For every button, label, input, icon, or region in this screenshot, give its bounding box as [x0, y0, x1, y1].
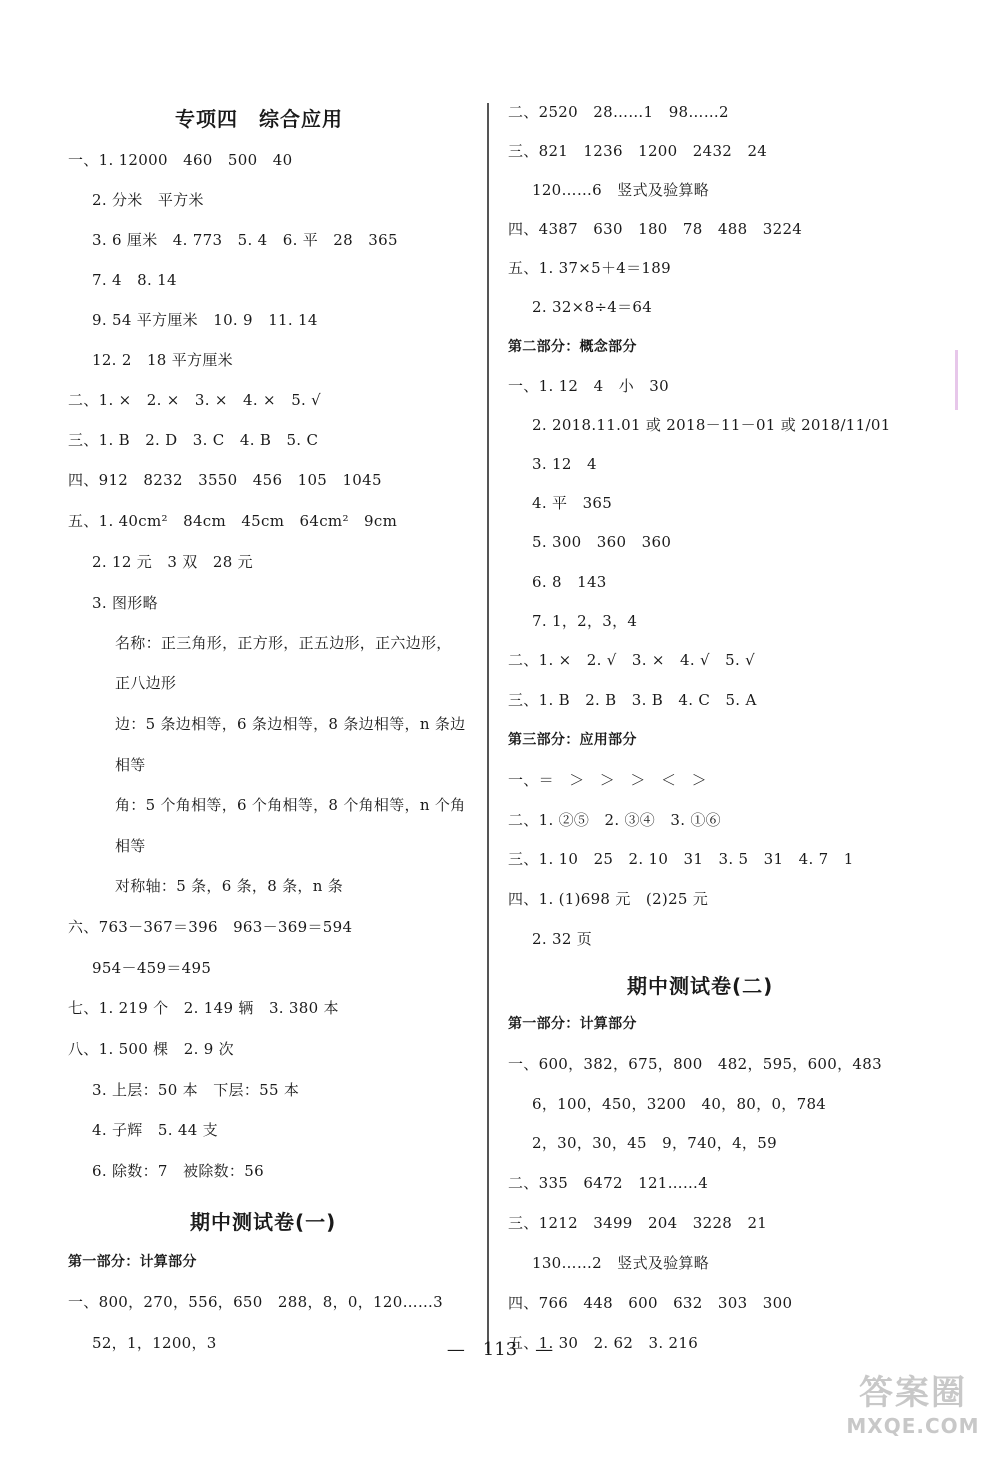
answer-line: 7. 1，2，3，4 — [532, 612, 638, 630]
section-heading-midterm-2: 期中测试卷(二) — [627, 974, 774, 998]
answer-line: 角：5 个角相等，6 个角相等，8 个角相等，n 个角 — [115, 796, 466, 814]
answer-line: 四、766 448 600 632 303 300 — [508, 1294, 793, 1312]
answer-line: 八、1. 500 棵 2. 9 次 — [68, 1040, 234, 1058]
answer-line: 五、1. 37×5＋4＝189 — [508, 259, 671, 277]
answer-line: 2. 2018.11.01 或 2018－11－01 或 2018/11/01 — [532, 416, 891, 434]
answer-line: 六、763－367＝396 963－369＝594 — [68, 918, 353, 936]
column-divider — [487, 103, 489, 1353]
page-number: — 113 — — [446, 1339, 554, 1360]
site-watermark — [838, 1365, 988, 1455]
answer-line: 一、600，382，675，800 482，595，600，483 — [508, 1055, 882, 1073]
answer-line: 2. 12 元 3 双 28 元 — [92, 553, 253, 571]
answer-line: 一、800，270，556，650 288，8，0，120……3 — [68, 1293, 444, 1311]
answer-line: 130……2 竖式及验算略 — [532, 1254, 710, 1272]
answer-line: 二、1. ②⑤ 2. ③④ 3. ①⑥ — [508, 811, 721, 829]
watermark-url: MXQE.COM — [846, 1414, 980, 1438]
answer-line: 五、1. 30 2. 62 3. 216 — [508, 1334, 699, 1352]
answer-line: 12. 2 18 平方厘米 — [92, 351, 233, 369]
answer-line: 9. 54 平方厘米 10. 9 11. 14 — [92, 311, 318, 329]
part-label: 第一部分：计算部分 — [508, 1016, 637, 1032]
answer-line: 相等 — [115, 837, 146, 855]
answer-line: 2，30，30，45 9，740，4，59 — [532, 1134, 777, 1152]
answer-line: 五、1. 40cm² 84cm 45cm 64cm² 9cm — [68, 512, 398, 530]
section-heading-zhuanxiang4: 专项四 综合应用 — [175, 107, 343, 131]
answer-line: 三、1. 10 25 2. 10 31 3. 5 31 4. 7 1 — [508, 850, 854, 868]
watermark-logo-text: 答案圈 — [859, 1373, 967, 1413]
answer-line: 4. 平 365 — [532, 494, 613, 512]
answer-line: 2. 32 页 — [532, 930, 593, 948]
answer-line: 边：5 条边相等，6 条边相等，8 条边相等，n 条边 — [115, 715, 466, 733]
answer-line: 三、1. B 2. D 3. C 4. B 5. C — [68, 431, 319, 449]
answer-line: 一、1. 12000 460 500 40 — [68, 151, 293, 169]
answer-line: 三、1. B 2. B 3. B 4. C 5. A — [508, 691, 757, 709]
answer-line: 7. 4 8. 14 — [92, 271, 177, 289]
answer-line: 6. 8 143 — [532, 573, 607, 591]
answer-line: 七、1. 219 个 2. 149 辆 3. 380 本 — [68, 999, 339, 1017]
answer-line: 正八边形 — [115, 674, 177, 692]
answer-line: 对称轴：5 条，6 条，8 条，n 条 — [115, 877, 344, 895]
section-heading-midterm-1: 期中测试卷(一) — [190, 1210, 337, 1234]
answer-line: 954－459＝495 — [92, 959, 212, 977]
part-label: 第一部分：计算部分 — [68, 1254, 197, 1270]
answer-line: 四、1. (1)698 元 (2)25 元 — [508, 890, 709, 908]
answer-line: 二、1. × 2. √ 3. × 4. √ 5. √ — [508, 651, 756, 669]
answer-line: 3. 12 4 — [532, 455, 597, 473]
answer-line: 四、912 8232 3550 456 105 1045 — [68, 471, 382, 489]
answer-line: 二、335 6472 121……4 — [508, 1174, 709, 1192]
answer-line: 2. 32×8÷4＝64 — [532, 298, 653, 316]
answer-line: 3. 上层：50 本 下层：55 本 — [92, 1081, 300, 1099]
answer-line: 52，1，1200，3 — [92, 1334, 217, 1352]
answer-line: 4. 子辉 5. 44 支 — [92, 1121, 218, 1139]
answer-line: 三、1212 3499 204 3228 21 — [508, 1214, 768, 1232]
answer-line: 6. 除数：7 被除数：56 — [92, 1162, 264, 1180]
answer-line: 四、4387 630 180 78 488 3224 — [508, 220, 803, 238]
answer-line: 120……6 竖式及验算略 — [532, 181, 710, 199]
answer-line: 三、821 1236 1200 2432 24 — [508, 142, 768, 160]
answer-line: 名称：正三角形，正方形，正五边形，正六边形， — [115, 634, 452, 652]
part-label: 第二部分：概念部分 — [508, 339, 637, 355]
answer-line: 一、＝ ＞ ＞ ＞ ＜ ＞ — [508, 771, 707, 789]
answer-line: 2. 分米 平方米 — [92, 191, 204, 209]
answer-line: 6，100，450，3200 40，80，0，784 — [532, 1095, 827, 1113]
part-label: 第三部分：应用部分 — [508, 732, 637, 748]
answer-line: 一、1. 12 4 小 30 — [508, 377, 669, 395]
answer-line: 二、1. × 2. × 3. × 4. × 5. √ — [68, 391, 322, 409]
answer-line: 5. 300 360 360 — [532, 533, 672, 551]
answer-line: 3. 图形略 — [92, 594, 158, 612]
highlight-mark — [955, 350, 958, 410]
answer-line: 相等 — [115, 756, 146, 774]
answer-line: 二、2520 28……1 98……2 — [508, 103, 729, 121]
answer-line: 3. 6 厘米 4. 773 5. 4 6. 平 28 365 — [92, 231, 398, 249]
